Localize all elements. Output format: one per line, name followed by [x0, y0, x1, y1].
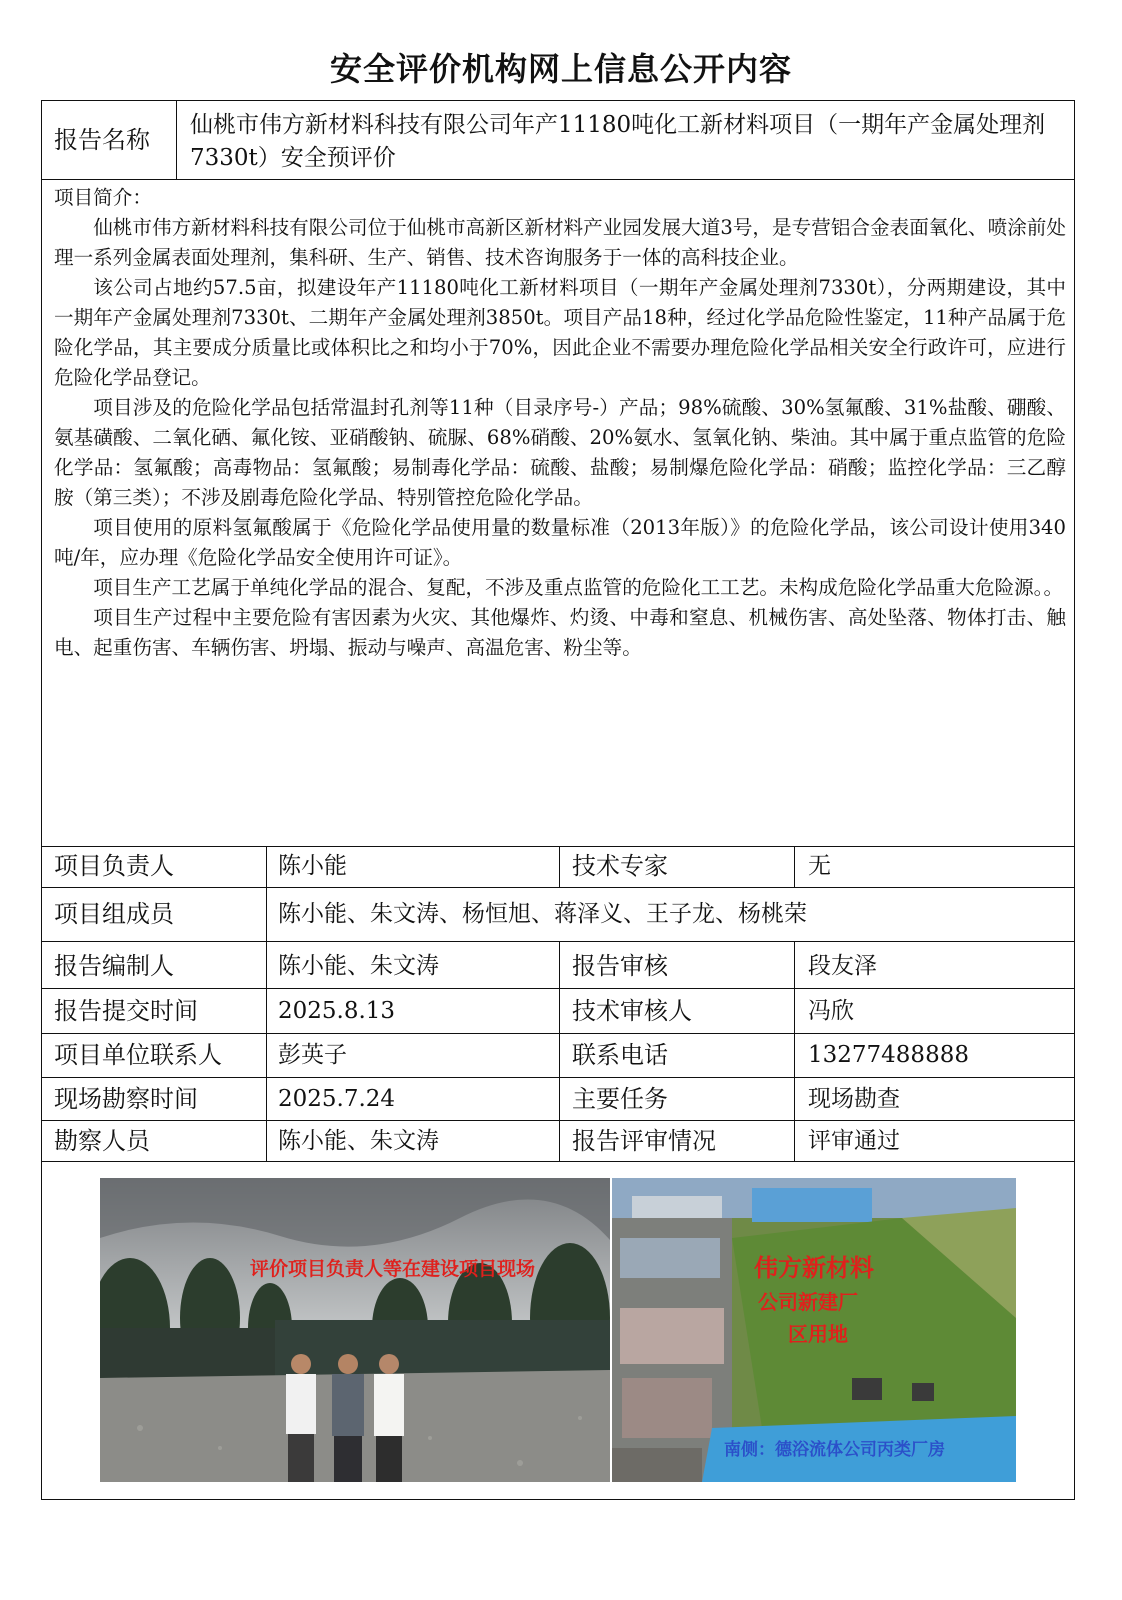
rule — [42, 887, 1074, 888]
survey-time-label: 现场勘察时间 — [54, 1085, 198, 1113]
rule — [559, 846, 560, 887]
page-title: 安全评价机构网上信息公开内容 — [329, 50, 792, 88]
compiler-value: 陈小能、朱文涛 — [278, 953, 439, 979]
leader-value: 陈小能 — [278, 853, 347, 879]
task-value: 现场勘查 — [808, 1086, 900, 1112]
intro-paragraph: 项目生产工艺属于单纯化学品的混合、复配，不涉及重点监管的危险化工工艺。未构成危险化学品重大危险源。。 — [93, 576, 1064, 599]
site-photo-people-image — [100, 1178, 610, 1482]
rule — [794, 941, 795, 1161]
rule — [42, 846, 1074, 847]
site-photo-aerial — [612, 1178, 1016, 1482]
info-table — [41, 100, 1075, 1500]
compiler-label: 报告编制人 — [54, 952, 174, 980]
intro-heading: 项目简介： — [54, 186, 152, 209]
right-photo-caption-south: 南侧：德浴流体公司丙类厂房 — [724, 1440, 945, 1460]
rule — [266, 846, 267, 1161]
intro-paragraph: 仙桃市伟方新材料科技有限公司位于仙桃市高新区新材料产业园发展大道3号，是专营铝合金表面氧化、喷涂前处理一系列金属表面处理剂，集科研、生产、销售、技术咨询服务于一体的高科技企业。 — [54, 216, 1066, 269]
tech-review-value: 冯欣 — [808, 998, 854, 1024]
report-name-value: 仙桃市伟方新材料科技有限公司年产11180吨化工新材料项目（一期年产金属处理剂7330t）安全预评价 — [190, 112, 1046, 171]
rule — [794, 846, 795, 887]
intro-paragraph: 项目使用的原料氢氟酸属于《危险化学品使用量的数量标准（2013年版）》的危险化学品，该公司设计使用340吨/年，应办理《危险化学品安全使用许可证》。 — [54, 516, 1066, 569]
intro-paragraph: 项目涉及的危险化学品包括常温封孔剂等11种（目录序号-）产品；98%硫酸、30%氢氟酸、31%盐酸、硼酸、氨基磺酸、二氧化硒、氟化铵、亚硝酸钠、硫脲、68%硝酸、20%氨水、氢氧化钠、柴油。其中属于重点监管的危险化学品：氢氟酸；高毒物品：氢氟酸；易制毒化学品：硫酸、盐酸；易制爆危险化学品：硝酸；监控化学品：三乙醇胺（第三类）；不涉及剧毒危险化学品、特别管控危险化学品。 — [54, 396, 1066, 509]
rule — [42, 1033, 1074, 1034]
rule — [42, 988, 1074, 989]
rule — [42, 1120, 1074, 1121]
right-photo-caption-sub1: 公司新建厂 — [758, 1290, 858, 1314]
project-intro — [54, 183, 1066, 663]
survey-time-value: 2025.7.24 — [278, 1086, 396, 1112]
intro-paragraph: 该公司占地约57.5亩，拟建设年产11180吨化工新材料项目（一期年产金属处理剂7330t），分两期建设，其中一期年产金属处理剂7330t、二期年产金属处理剂3850t。项目产品18种，经过化学品危险性鉴定，11种产品属于危险化学品，其主要成分质量比或体积比之和均小于70%，因此企业不需要办理危险化学品相关安全行政许可，应进行危险化学品登记。 — [54, 276, 1066, 389]
phone-label: 联系电话 — [572, 1041, 668, 1069]
rule — [559, 941, 560, 1161]
expert-value: 无 — [808, 853, 831, 879]
rule — [42, 941, 1074, 942]
phone-value: 13277488888 — [808, 1042, 969, 1068]
submit-time-label: 报告提交时间 — [54, 997, 198, 1025]
surveyors-label: 勘察人员 — [54, 1127, 150, 1155]
rule — [42, 179, 1074, 180]
right-photo-caption-main: 伟方新材料 — [754, 1253, 874, 1282]
contact-value: 彭英子 — [278, 1042, 347, 1068]
eval-label: 报告评审情况 — [572, 1127, 716, 1155]
members-value: 陈小能、朱文涛、杨恒旭、蒋泽义、王子龙、杨桃荣 — [278, 901, 807, 927]
right-photo-caption-sub2: 区用地 — [788, 1322, 848, 1346]
submit-time-value: 2025.8.13 — [278, 998, 396, 1024]
task-label: 主要任务 — [572, 1085, 668, 1113]
contact-label: 项目单位联系人 — [54, 1041, 222, 1069]
tech-review-label: 技术审核人 — [572, 997, 692, 1025]
intro-paragraph: 项目生产过程中主要危险有害因素为火灾、其他爆炸、灼烫、中毒和窒息、机械伤害、高处坠落、物体打击、触电、起重伤害、车辆伤害、坍塌、振动与噪声、高温危害、粉尘等。 — [54, 606, 1066, 659]
review-value: 段友泽 — [808, 953, 877, 979]
surveyors-value: 陈小能、朱文涛 — [278, 1128, 439, 1154]
rule — [176, 101, 177, 179]
rule — [42, 1161, 1074, 1162]
leader-label: 项目负责人 — [54, 852, 174, 880]
site-photo-people — [100, 1178, 610, 1482]
left-photo-caption: 评价项目负责人等在建设项目现场 — [250, 1258, 536, 1280]
review-label: 报告审核 — [572, 952, 668, 980]
report-name-label: 报告名称 — [54, 126, 150, 154]
eval-value: 评审通过 — [808, 1128, 900, 1154]
expert-label: 技术专家 — [572, 852, 668, 880]
members-label: 项目组成员 — [54, 900, 174, 928]
rule — [42, 1077, 1074, 1078]
